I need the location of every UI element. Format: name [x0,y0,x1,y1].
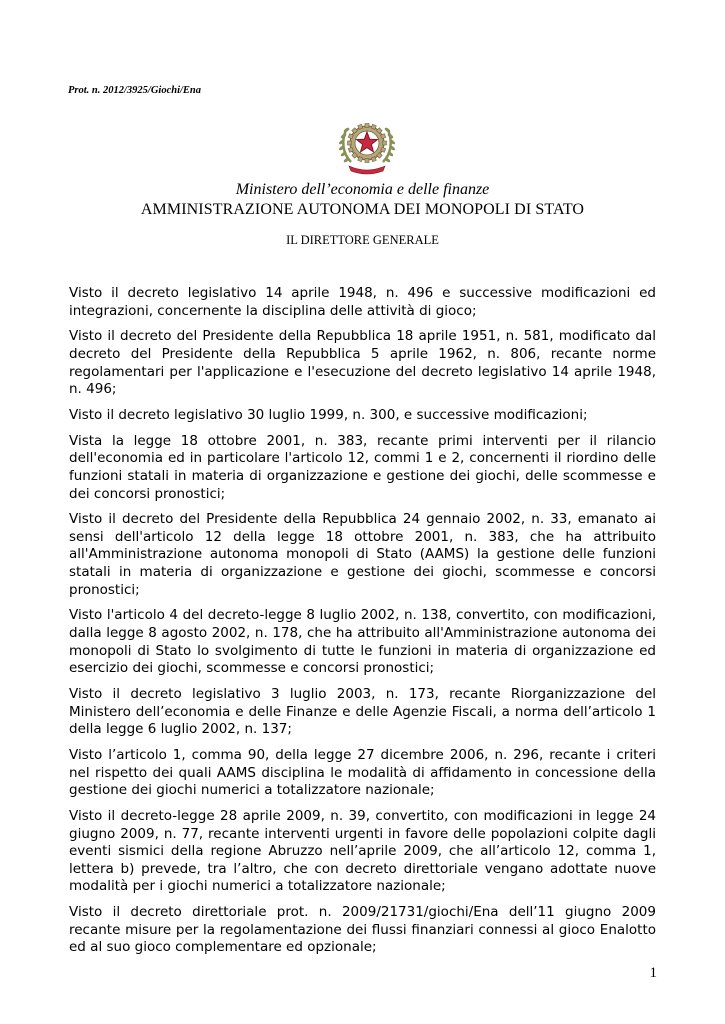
paragraph: Visto il decreto direttoriale prot. n. 2009/21731/giochi/Ena dell’11 giugno 2009 recante misure per la regolamentazione dei flussi finanziari connessi al gioco Enalotto ed al suo gioco complementare ed opzionale; [69,904,656,956]
paragraph: Visto l'articolo 4 del decreto-legge 8 luglio 2002, n. 138, convertito, con modificazioni, dalla legge 8 agosto 2002, n. 178, che ha attribuito all'Amministrazione autonoma dei monopoli di Stato lo svolgimento di tutte le funzioni in materia di organizzazione ed esercizio dei giochi, scommesse e concorsi pronostici; [69,607,656,677]
page-number: 1 [649,965,657,981]
protocol-number: Prot. n. 2012/3925/Giochi/Ena [68,85,202,96]
italian-republic-emblem-icon [337,116,397,178]
director-title: IL DIRETTORE GENERALE [286,233,439,247]
emblem-graphic [337,116,397,178]
paragraph: Visto il decreto del Presidente della Repubblica 24 gennaio 2002, n. 33, emanato ai sensi dell'articolo 12 della legge 18 ottobre 2001, n. 383, che ha attribuito all'Amministrazione autonoma monopoli di Stato (AAMS) la gestione delle funzioni statali in materia di organizzazione e gestione dei giochi, scommesse e concorsi pronostici; [69,511,656,598]
agency-name: AMMINISTRAZIONE AUTONOMA DEI MONOPOLI DI STATO [140,201,585,218]
document-body [69,285,656,965]
ministry-name: Ministero dell’economia e delle finanze [235,181,490,198]
paragraph: Visto il decreto del Presidente della Repubblica 18 aprile 1951, n. 581, modificato dal decreto del Presidente della Repubblica 5 aprile 1962, n. 806, recante norme regolamentari per l'applicazione e l'esecuzione del decreto legislativo 14 aprile 1948, n. 496; [69,328,656,398]
paragraph: Visto il decreto legislativo 30 luglio 1999, n. 300, e successive modificazioni; [69,406,588,423]
paragraph: Visto l’articolo 1, comma 90, della legge 27 dicembre 2006, n. 296, recante i criteri nel rispetto dei quali AAMS disciplina le modalità di affidamento in concessione della gestione dei giochi numerici a totalizzatore nazionale; [69,746,656,799]
paragraph: Visto il decreto legislativo 14 aprile 1948, n. 496 e successive modificazioni ed integrazioni, concernente la disciplina delle attività di gioco; [69,285,656,319]
paragraph: Vista la legge 18 ottobre 2001, n. 383, recante primi interventi per il rilancio dell'economia ed in particolare l'articolo 12, commi 1 e 2, concernenti il riordino delle funzioni statali in materia di organizzazione e gestione dei giochi, delle scommesse e dei concorsi pronostici; [69,432,656,502]
paragraph: Visto il decreto-legge 28 aprile 2009, n. 39, convertito, con modificazioni in legge 24 giugno 2009, n. 77, recante interventi urgenti in favore delle popolazioni colpite dagli eventi sismici della regione Abruzzo nell’aprile 2009, che all’articolo 12, comma 1, lettera b) prevede, tra l’altro, che con decreto direttoriale vengano adottate nuove modalità per i giochi numerici a totalizzatore nazionale; [69,807,656,895]
paragraph: Visto il decreto legislativo 3 luglio 2003, n. 173, recante Riorganizzazione del Ministero dell’economia e delle Finanze e delle Agenzie Fiscali, a norma dell’articolo 1 della legge 6 luglio 2002, n. 137; [69,686,656,738]
